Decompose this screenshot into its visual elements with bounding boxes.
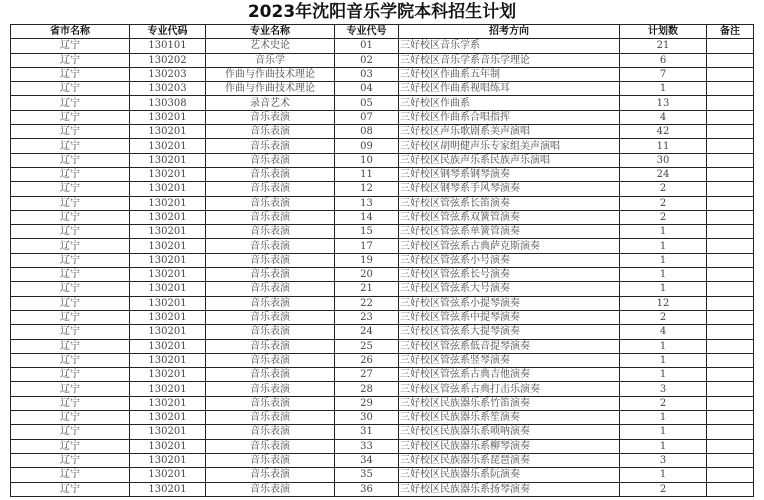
cell-major-number: 23	[335, 310, 399, 324]
cell-direction: 三好校区钢琴系钢琴演奏	[399, 167, 620, 181]
header-province: 省市名称	[11, 25, 130, 39]
cell-remarks	[707, 182, 754, 196]
cell-remarks	[707, 482, 754, 496]
cell-major-name: 录音艺术	[206, 96, 335, 110]
cell-major-number: 15	[335, 225, 399, 239]
cell-major-number: 07	[335, 110, 399, 124]
cell-province: 辽宁	[11, 167, 130, 181]
cell-major-code: 130201	[130, 453, 206, 467]
cell-major-number: 25	[335, 339, 399, 353]
cell-direction: 三好校区民族器乐系琵琶演奏	[399, 453, 620, 467]
cell-remarks	[707, 411, 754, 425]
cell-plan-count: 6	[620, 53, 707, 67]
cell-major-number: 14	[335, 210, 399, 224]
cell-major-number: 35	[335, 468, 399, 482]
cell-direction: 三好校区管弦系古典打击乐演奏	[399, 382, 620, 396]
cell-major-code: 130201	[130, 382, 206, 396]
cell-major-code: 130201	[130, 411, 206, 425]
cell-plan-count: 2	[620, 182, 707, 196]
cell-province: 辽宁	[11, 325, 130, 339]
cell-major-code: 130202	[130, 53, 206, 67]
cell-province: 辽宁	[11, 339, 130, 353]
cell-plan-count: 1	[620, 82, 707, 96]
table-row	[11, 468, 754, 482]
cell-direction: 三好校区管弦系古典萨克斯演奏	[399, 239, 620, 253]
header-major-name: 专业名称	[206, 25, 335, 39]
header-remarks: 备注	[707, 25, 754, 39]
cell-province: 辽宁	[11, 153, 130, 167]
cell-major-code: 130203	[130, 67, 206, 81]
cell-major-number: 26	[335, 353, 399, 367]
cell-major-name: 音乐表演	[206, 110, 335, 124]
cell-direction: 三好校区民族器乐系唢呐演奏	[399, 425, 620, 439]
cell-remarks	[707, 453, 754, 467]
table-row	[11, 439, 754, 453]
cell-direction: 三好校区管弦系长笛演奏	[399, 196, 620, 210]
cell-plan-count: 12	[620, 296, 707, 310]
cell-plan-count: 1	[620, 268, 707, 282]
cell-province: 辽宁	[11, 268, 130, 282]
cell-direction: 三好校区作曲系合唱指挥	[399, 110, 620, 124]
cell-major-name: 音乐表演	[206, 282, 335, 296]
cell-remarks	[707, 196, 754, 210]
cell-remarks	[707, 225, 754, 239]
cell-direction: 三好校区管弦系小号演奏	[399, 253, 620, 267]
cell-major-number: 24	[335, 325, 399, 339]
cell-plan-count: 2	[620, 482, 707, 496]
cell-plan-count: 1	[620, 239, 707, 253]
cell-direction: 三好校区管弦系单簧管演奏	[399, 225, 620, 239]
table-row	[11, 453, 754, 467]
cell-major-code: 130201	[130, 482, 206, 496]
cell-province: 辽宁	[11, 425, 130, 439]
cell-remarks	[707, 39, 754, 53]
cell-major-code: 130308	[130, 96, 206, 110]
cell-major-number: 11	[335, 167, 399, 181]
cell-major-name: 音乐表演	[206, 482, 335, 496]
cell-major-name: 音乐表演	[206, 310, 335, 324]
cell-major-code: 130201	[130, 353, 206, 367]
cell-major-number: 33	[335, 439, 399, 453]
table-row	[11, 310, 754, 324]
cell-major-code: 130201	[130, 339, 206, 353]
table-row	[11, 339, 754, 353]
table-row	[11, 482, 754, 496]
cell-province: 辽宁	[11, 110, 130, 124]
cell-remarks	[707, 353, 754, 367]
cell-province: 辽宁	[11, 139, 130, 153]
cell-major-code: 130201	[130, 153, 206, 167]
cell-plan-count: 21	[620, 39, 707, 53]
table-row	[11, 296, 754, 310]
header-plan-count: 计划数	[620, 25, 707, 39]
cell-major-code: 130201	[130, 210, 206, 224]
cell-major-name: 音乐表演	[206, 411, 335, 425]
cell-major-name: 音乐表演	[206, 196, 335, 210]
table-row	[11, 239, 754, 253]
header-major-code: 专业代码	[130, 25, 206, 39]
cell-remarks	[707, 125, 754, 139]
cell-direction: 三好校区管弦系竖琴演奏	[399, 353, 620, 367]
cell-major-name: 音乐表演	[206, 225, 335, 239]
cell-direction: 三好校区胡明健声乐专家组美声演唱	[399, 139, 620, 153]
table-row	[11, 368, 754, 382]
cell-major-code: 130201	[130, 225, 206, 239]
cell-plan-count: 4	[620, 325, 707, 339]
table-row	[11, 253, 754, 267]
cell-plan-count: 2	[620, 396, 707, 410]
cell-major-code: 130201	[130, 167, 206, 181]
cell-major-code: 130201	[130, 110, 206, 124]
cell-major-number: 02	[335, 53, 399, 67]
cell-major-code: 130201	[130, 368, 206, 382]
cell-major-name: 音乐表演	[206, 425, 335, 439]
cell-direction: 三好校区声乐歌剧系美声演唱	[399, 125, 620, 139]
cell-plan-count: 1	[620, 368, 707, 382]
cell-direction: 三好校区管弦系长号演奏	[399, 268, 620, 282]
cell-direction: 三好校区管弦系低音提琴演奏	[399, 339, 620, 353]
cell-major-name: 音乐表演	[206, 296, 335, 310]
cell-direction: 三好校区管弦系小提琴演奏	[399, 296, 620, 310]
cell-province: 辽宁	[11, 225, 130, 239]
cell-major-name: 音乐表演	[206, 210, 335, 224]
cell-major-number: 10	[335, 153, 399, 167]
cell-plan-count: 3	[620, 453, 707, 467]
cell-plan-count: 11	[620, 139, 707, 153]
cell-remarks	[707, 82, 754, 96]
cell-major-number: 19	[335, 253, 399, 267]
table-row	[11, 282, 754, 296]
cell-major-name: 音乐表演	[206, 382, 335, 396]
cell-province: 辽宁	[11, 411, 130, 425]
cell-province: 辽宁	[11, 210, 130, 224]
cell-remarks	[707, 239, 754, 253]
cell-direction: 三好校区作曲系五年制	[399, 67, 620, 81]
enrollment-plan-table	[10, 24, 754, 497]
cell-plan-count: 2	[620, 196, 707, 210]
cell-major-code: 130201	[130, 425, 206, 439]
cell-direction: 三好校区钢琴系手风琴演奏	[399, 182, 620, 196]
table-row	[11, 82, 754, 96]
cell-plan-count: 4	[620, 110, 707, 124]
cell-remarks	[707, 67, 754, 81]
cell-direction: 三好校区作曲系视唱练耳	[399, 82, 620, 96]
cell-remarks	[707, 439, 754, 453]
table-row	[11, 153, 754, 167]
table-row	[11, 353, 754, 367]
table-row	[11, 139, 754, 153]
cell-remarks	[707, 167, 754, 181]
cell-direction: 三好校区民族器乐系笙演奏	[399, 411, 620, 425]
cell-major-name: 音乐学	[206, 53, 335, 67]
cell-major-code: 130201	[130, 396, 206, 410]
cell-major-number: 22	[335, 296, 399, 310]
cell-province: 辽宁	[11, 368, 130, 382]
table-row	[11, 411, 754, 425]
cell-major-name: 作曲与作曲技术理论	[206, 67, 335, 81]
cell-direction: 三好校区民族器乐系扬琴演奏	[399, 482, 620, 496]
cell-major-number: 21	[335, 282, 399, 296]
table-row	[11, 182, 754, 196]
cell-direction: 三好校区民族器乐系柳琴演奏	[399, 439, 620, 453]
cell-province: 辽宁	[11, 39, 130, 53]
cell-plan-count: 42	[620, 125, 707, 139]
cell-province: 辽宁	[11, 382, 130, 396]
table-row	[11, 96, 754, 110]
cell-major-name: 音乐表演	[206, 453, 335, 467]
cell-remarks	[707, 382, 754, 396]
document-title: 2023年沈阳音乐学院本科招生计划	[247, 2, 517, 22]
table-row	[11, 167, 754, 181]
cell-major-code: 130201	[130, 468, 206, 482]
table-header-row	[11, 25, 754, 39]
header-major-number: 专业代号	[335, 25, 399, 39]
cell-major-code: 130201	[130, 139, 206, 153]
cell-major-number: 04	[335, 82, 399, 96]
cell-major-code: 130201	[130, 253, 206, 267]
cell-major-name: 音乐表演	[206, 167, 335, 181]
cell-province: 辽宁	[11, 196, 130, 210]
cell-major-number: 30	[335, 411, 399, 425]
cell-major-number: 08	[335, 125, 399, 139]
table-row	[11, 39, 754, 53]
cell-major-name: 作曲与作曲技术理论	[206, 82, 335, 96]
cell-direction: 三好校区管弦系大提琴演奏	[399, 325, 620, 339]
cell-remarks	[707, 325, 754, 339]
cell-major-name: 音乐表演	[206, 396, 335, 410]
table-row	[11, 125, 754, 139]
table-row	[11, 382, 754, 396]
cell-major-number: 09	[335, 139, 399, 153]
cell-major-code: 130203	[130, 82, 206, 96]
cell-major-number: 31	[335, 425, 399, 439]
cell-major-code: 130201	[130, 282, 206, 296]
cell-major-name: 音乐表演	[206, 253, 335, 267]
cell-plan-count: 2	[620, 210, 707, 224]
cell-major-name: 音乐表演	[206, 268, 335, 282]
cell-direction: 三好校区民族器乐系阮演奏	[399, 468, 620, 482]
cell-major-number: 13	[335, 196, 399, 210]
cell-major-number: 05	[335, 96, 399, 110]
table-row	[11, 325, 754, 339]
cell-major-number: 36	[335, 482, 399, 496]
table-row	[11, 268, 754, 282]
table-row	[11, 225, 754, 239]
cell-province: 辽宁	[11, 296, 130, 310]
cell-plan-count: 24	[620, 167, 707, 181]
cell-province: 辽宁	[11, 182, 130, 196]
cell-major-name: 音乐表演	[206, 439, 335, 453]
cell-remarks	[707, 110, 754, 124]
cell-major-code: 130201	[130, 310, 206, 324]
cell-major-code: 130201	[130, 182, 206, 196]
table-row	[11, 425, 754, 439]
cell-plan-count: 3	[620, 382, 707, 396]
cell-plan-count: 1	[620, 468, 707, 482]
cell-direction: 三好校区作曲系	[399, 96, 620, 110]
cell-plan-count: 13	[620, 96, 707, 110]
cell-province: 辽宁	[11, 125, 130, 139]
cell-plan-count: 1	[620, 411, 707, 425]
cell-major-name: 音乐表演	[206, 153, 335, 167]
cell-remarks	[707, 396, 754, 410]
cell-major-code: 130201	[130, 196, 206, 210]
cell-remarks	[707, 425, 754, 439]
cell-plan-count: 1	[620, 439, 707, 453]
cell-major-name: 音乐表演	[206, 125, 335, 139]
cell-major-number: 29	[335, 396, 399, 410]
table-row	[11, 110, 754, 124]
cell-major-code: 130201	[130, 439, 206, 453]
cell-plan-count: 1	[620, 282, 707, 296]
cell-province: 辽宁	[11, 82, 130, 96]
cell-direction: 三好校区音乐学系	[399, 39, 620, 53]
cell-direction: 三好校区管弦系大号演奏	[399, 282, 620, 296]
cell-province: 辽宁	[11, 253, 130, 267]
cell-major-name: 艺术史论	[206, 39, 335, 53]
cell-province: 辽宁	[11, 96, 130, 110]
cell-major-number: 01	[335, 39, 399, 53]
cell-plan-count: 30	[620, 153, 707, 167]
cell-direction: 三好校区管弦系双簧管演奏	[399, 210, 620, 224]
cell-remarks	[707, 282, 754, 296]
table-row	[11, 67, 754, 81]
cell-province: 辽宁	[11, 67, 130, 81]
cell-province: 辽宁	[11, 353, 130, 367]
cell-direction: 三好校区音乐学系音乐学理论	[399, 53, 620, 67]
cell-major-code: 130201	[130, 296, 206, 310]
cell-province: 辽宁	[11, 396, 130, 410]
cell-remarks	[707, 253, 754, 267]
cell-direction: 三好校区管弦系古典吉他演奏	[399, 368, 620, 382]
table-row	[11, 196, 754, 210]
cell-province: 辽宁	[11, 282, 130, 296]
cell-province: 辽宁	[11, 482, 130, 496]
cell-major-name: 音乐表演	[206, 339, 335, 353]
cell-province: 辽宁	[11, 310, 130, 324]
cell-remarks	[707, 96, 754, 110]
cell-major-code: 130201	[130, 268, 206, 282]
cell-major-name: 音乐表演	[206, 468, 335, 482]
cell-plan-count: 1	[620, 339, 707, 353]
cell-remarks	[707, 153, 754, 167]
cell-major-name: 音乐表演	[206, 353, 335, 367]
cell-major-number: 28	[335, 382, 399, 396]
cell-direction: 三好校区民族器乐系竹笛演奏	[399, 396, 620, 410]
cell-remarks	[707, 468, 754, 482]
cell-major-number: 12	[335, 182, 399, 196]
cell-plan-count: 1	[620, 225, 707, 239]
cell-major-code: 130201	[130, 239, 206, 253]
cell-direction: 三好校区管弦系中提琴演奏	[399, 310, 620, 324]
cell-major-number: 03	[335, 67, 399, 81]
cell-major-number: 27	[335, 368, 399, 382]
cell-plan-count: 7	[620, 67, 707, 81]
cell-major-code: 130201	[130, 125, 206, 139]
cell-remarks	[707, 53, 754, 67]
cell-province: 辽宁	[11, 439, 130, 453]
cell-plan-count: 1	[620, 253, 707, 267]
cell-plan-count: 1	[620, 353, 707, 367]
cell-remarks	[707, 268, 754, 282]
cell-remarks	[707, 339, 754, 353]
cell-major-name: 音乐表演	[206, 182, 335, 196]
cell-remarks	[707, 296, 754, 310]
table-row	[11, 396, 754, 410]
cell-remarks	[707, 310, 754, 324]
cell-remarks	[707, 368, 754, 382]
cell-direction: 三好校区民族声乐系民族声乐演唱	[399, 153, 620, 167]
table-row	[11, 210, 754, 224]
cell-province: 辽宁	[11, 453, 130, 467]
cell-major-number: 17	[335, 239, 399, 253]
cell-major-number: 20	[335, 268, 399, 282]
cell-province: 辽宁	[11, 239, 130, 253]
cell-plan-count: 1	[620, 425, 707, 439]
cell-remarks	[707, 210, 754, 224]
header-direction: 招考方向	[399, 25, 620, 39]
cell-major-name: 音乐表演	[206, 239, 335, 253]
cell-province: 辽宁	[11, 53, 130, 67]
table-row	[11, 53, 754, 67]
cell-major-number: 34	[335, 453, 399, 467]
cell-major-code: 130101	[130, 39, 206, 53]
cell-plan-count: 2	[620, 310, 707, 324]
cell-major-name: 音乐表演	[206, 139, 335, 153]
cell-remarks	[707, 139, 754, 153]
cell-major-code: 130201	[130, 325, 206, 339]
cell-province: 辽宁	[11, 468, 130, 482]
cell-major-name: 音乐表演	[206, 368, 335, 382]
cell-major-name: 音乐表演	[206, 325, 335, 339]
